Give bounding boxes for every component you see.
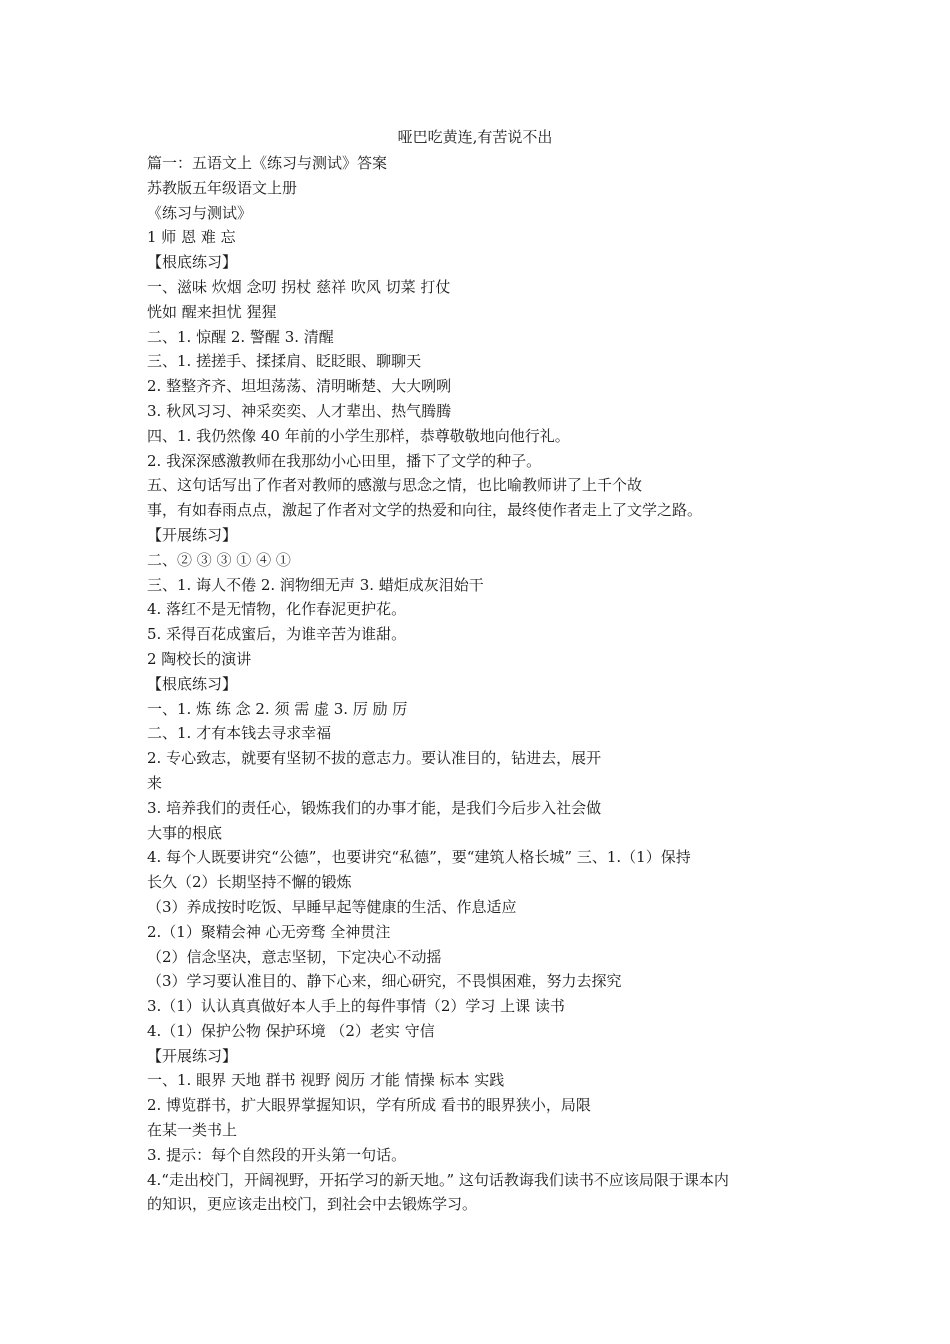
- text-line: 一、滋味 炊烟 念叨 拐杖 慈祥 吹风 切菜 打仗: [147, 277, 451, 296]
- text-line: 一、1. 眼界 天地 群书 视野 阅历 才能 情操 标本 实践: [147, 1071, 505, 1090]
- text-line: 三、1. 诲人不倦 2. 润物细无声 3. 蜡炬成灰泪始干: [147, 575, 484, 594]
- text-line: 在某一类书上: [147, 1121, 238, 1140]
- text-line: 2.（1）聚精会神 心无旁骛 全神贯注: [147, 922, 391, 941]
- text-line: 4. 每个人既要讲究“公德”，也要讲究“私德”，要“建筑人格长城” 三、1.（1）保持: [147, 848, 691, 867]
- text-line: 5. 采得百花成蜜后，为谁辛苦为谁甜。: [147, 625, 407, 644]
- text-line: （2）信念坚决，意志坚韧，下定决心不动摇: [147, 947, 442, 966]
- text-line: （3）学习要认准目的、静下心来，细心研究，不畏惧困难，努力去探究: [147, 972, 622, 991]
- text-line: 4.（1）保护公物 保护环境 （2）老实 守信: [147, 1021, 435, 1040]
- text-line: 【开展练习】: [147, 1046, 238, 1065]
- text-line: 2 陶校长的演讲: [147, 649, 252, 668]
- text-line: 2. 我深深感激教师在我那幼小心田里，播下了文学的种子。: [147, 451, 542, 470]
- text-line: 【开展练习】: [147, 525, 238, 544]
- text-line: 三、1. 搓搓手、揉揉肩、眨眨眼、聊聊天: [147, 352, 422, 371]
- text-line: 篇一：五语文上《练习与测试》答案: [147, 154, 388, 172]
- text-line: 3. 培养我们的责任心，锻炼我们的办事才能，是我们今后步入社会做: [147, 798, 602, 817]
- text-line: 二、② ③ ③ ① ④ ①: [147, 550, 291, 569]
- text-line: 3.（1）认认真真做好本人手上的每件事情（2）学习 上课 读书: [147, 997, 565, 1016]
- text-line: 2. 博览群书，扩大眼界掌握知识，学有所成 看书的眼界狭小，局限: [147, 1096, 591, 1115]
- text-line: 二、1. 惊醒 2. 警醒 3. 清醒: [147, 327, 334, 346]
- text-line: 【根底练习】: [147, 253, 238, 272]
- text-line: 4.“走出校门，开阔视野，开拓学习的新天地。” 这句话教诲我们读书不应该局限于课本内: [147, 1170, 729, 1189]
- text-line: 长久（2）长期坚持不懈的锻炼: [147, 873, 352, 892]
- text-line: 四、1. 我仍然像 40 年前的小学生那样，恭尊敬敬地向他行礼。: [147, 426, 570, 445]
- text-line: 一、1. 炼 练 念 2. 须 需 虚 3. 厉 励 厉: [147, 699, 408, 718]
- text-line: 来: [147, 773, 163, 792]
- text-line: 事，有如春雨点点，激起了作者对文学的热爱和向往，最终使作者走上了文学之路。: [147, 501, 703, 520]
- text-line: 3. 秋风习习、神采奕奕、人才辈出、热气腾腾: [147, 401, 452, 420]
- text-line: 【根底练习】: [147, 674, 238, 693]
- text-line: 1 师 恩 难 忘: [147, 228, 236, 247]
- document-body: [147, 151, 817, 1217]
- text-line: 大事的根底: [147, 823, 223, 842]
- text-line: 4. 落红不是无情物，化作春泥更护花。: [147, 600, 407, 619]
- text-line: 《练习与测试》: [147, 203, 253, 222]
- text-line: 2. 整整齐齐、坦坦荡荡、清明晰楚、大大咧咧: [147, 377, 452, 396]
- text-line: 苏教版五年级语文上册: [147, 178, 298, 197]
- document-title: 哑巴吃黄连,有苦说不出: [397, 128, 553, 146]
- text-line: 二、1. 才有本钱去寻求幸福: [147, 724, 332, 743]
- text-line: 2. 专心致志，就要有坚韧不拔的意志力。要认准目的，钻进去，展开: [147, 749, 602, 768]
- text-line: 的知识，更应该走出校门，到社会中去锻炼学习。: [147, 1195, 478, 1214]
- text-line: 3. 提示：每个自然段的开头第一句话。: [147, 1145, 407, 1164]
- text-line: 恍如 醒来担忧 猩猩: [147, 302, 277, 321]
- text-line: （3）养成按时吃饭、早睡早起等健康的生活、作息适应: [147, 897, 517, 916]
- text-line: 五、这句话写出了作者对教师的感激与思念之情，也比喻教师讲了上千个故: [147, 476, 643, 495]
